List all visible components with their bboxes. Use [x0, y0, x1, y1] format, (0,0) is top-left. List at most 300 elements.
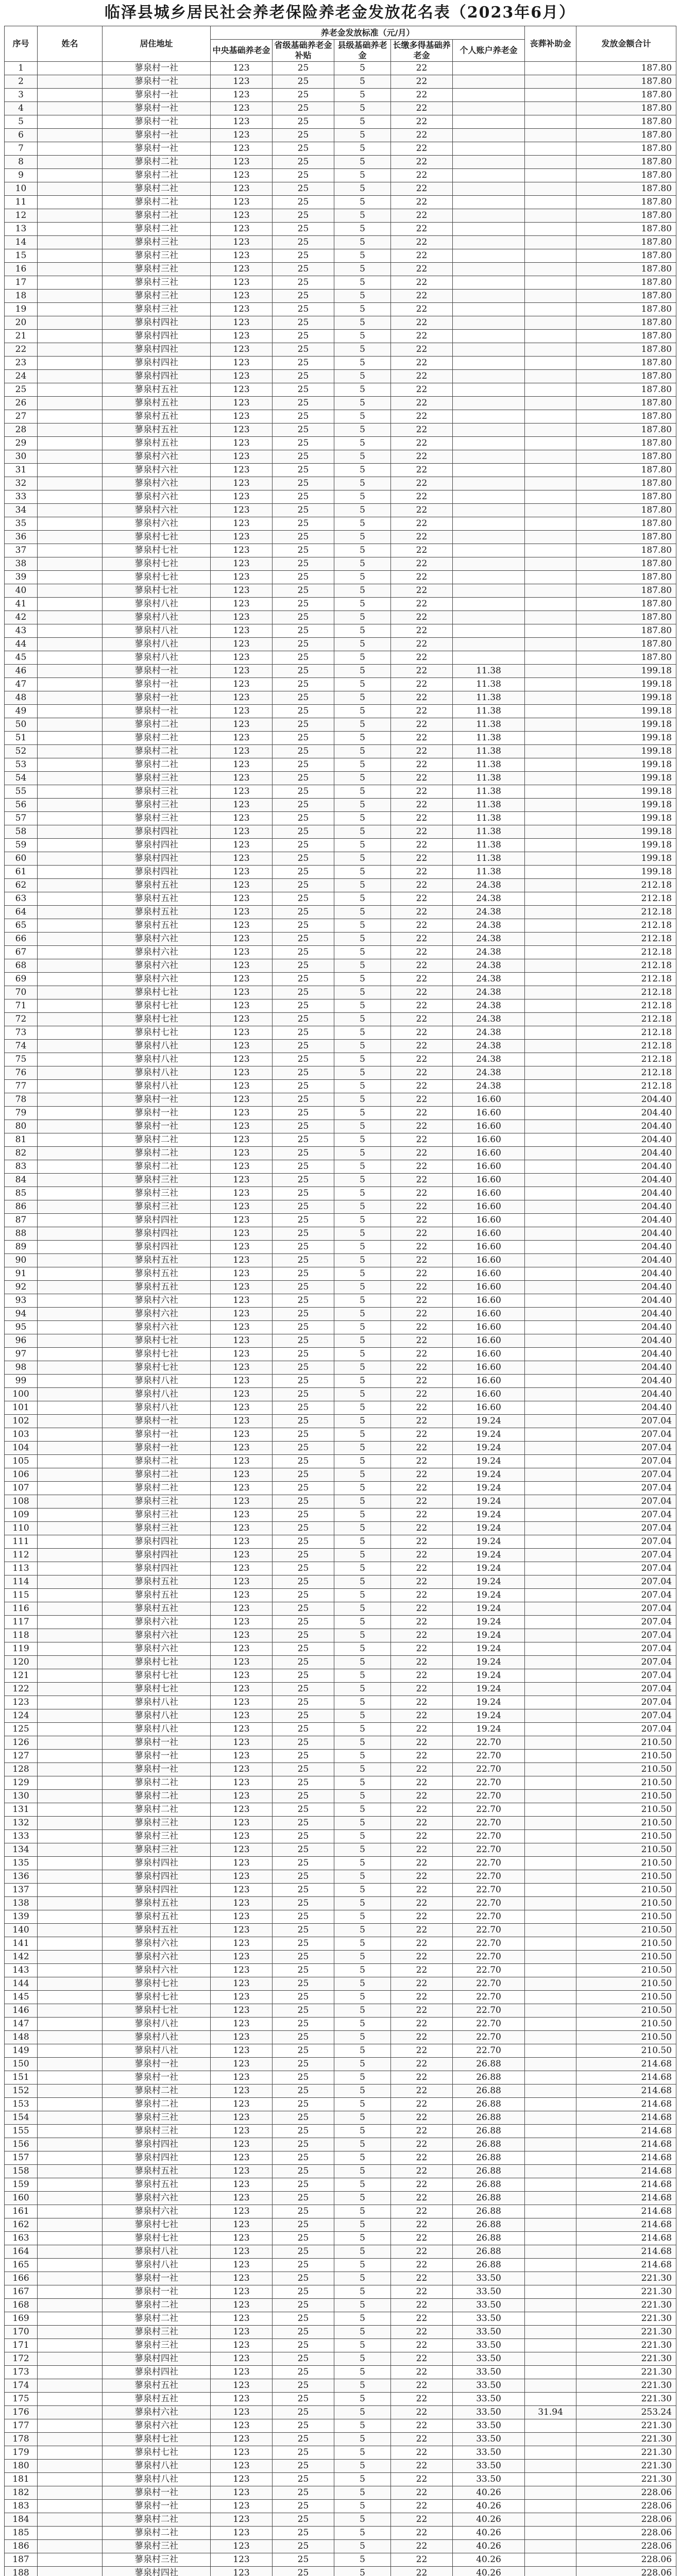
- table-row: [5, 330, 676, 343]
- cell-other: [525, 1174, 576, 1187]
- cell-village: 蓼泉村四社: [103, 1241, 211, 1254]
- cell-name: [38, 490, 103, 504]
- cell-county: 5: [334, 1656, 391, 1669]
- cell-name: [38, 557, 103, 571]
- cell-personal: 11.38: [453, 718, 525, 732]
- cell-local-basic: 25: [273, 2125, 334, 2138]
- cell-long-service: 22: [391, 557, 453, 571]
- cell-other: [525, 2111, 576, 2125]
- cell-local-basic: 25: [273, 2192, 334, 2205]
- header-total: 发放金额合计: [576, 26, 676, 62]
- cell-basic: 123: [211, 1200, 273, 1214]
- cell-local-basic: 25: [273, 2272, 334, 2285]
- cell-name: [38, 2125, 103, 2138]
- cell-local-basic: 25: [273, 1616, 334, 1629]
- cell-village: 蓼泉村二社: [103, 2299, 211, 2312]
- cell-personal: 24.38: [453, 1026, 525, 1040]
- table-row: [5, 102, 676, 115]
- cell-village: 蓼泉村二社: [103, 1160, 211, 1174]
- cell-other: [525, 1817, 576, 1830]
- cell-other: [525, 785, 576, 799]
- cell-personal: [453, 357, 525, 370]
- table-row: [5, 2486, 676, 2500]
- cell-other: [525, 1736, 576, 1750]
- cell-personal: 19.24: [453, 1509, 525, 1522]
- cell-seq: 52: [5, 745, 38, 758]
- cell-total: 204.40: [576, 1133, 676, 1147]
- cell-village: 蓼泉村四社: [103, 1227, 211, 1241]
- cell-other: [525, 2379, 576, 2393]
- cell-seq: 81: [5, 1133, 38, 1147]
- cell-name: [38, 705, 103, 718]
- cell-total: 214.68: [576, 2232, 676, 2245]
- table-row: [5, 2553, 676, 2567]
- cell-village: 蓼泉村八社: [103, 2018, 211, 2031]
- cell-total: 207.04: [576, 1549, 676, 1562]
- cell-local-basic: 25: [273, 2232, 334, 2245]
- cell-local-basic: 25: [273, 1133, 334, 1147]
- cell-total: 204.40: [576, 1147, 676, 1160]
- table-row: [5, 397, 676, 410]
- cell-seq: 7: [5, 142, 38, 156]
- cell-other: [525, 2071, 576, 2084]
- cell-local-basic: 25: [273, 571, 334, 584]
- cell-local-basic: 25: [273, 490, 334, 504]
- cell-personal: 11.38: [453, 772, 525, 785]
- cell-basic: 123: [211, 1897, 273, 1910]
- cell-basic: 123: [211, 1040, 273, 1053]
- cell-basic: 123: [211, 370, 273, 383]
- cell-name: [38, 2138, 103, 2151]
- cell-seq: 121: [5, 1669, 38, 1683]
- table-row: [5, 2567, 676, 2576]
- cell-other: [525, 2058, 576, 2071]
- cell-basic: 123: [211, 2138, 273, 2151]
- cell-name: [38, 624, 103, 638]
- cell-seq: 133: [5, 1830, 38, 1843]
- cell-local-basic: 25: [273, 464, 334, 477]
- cell-basic: 123: [211, 156, 273, 169]
- table-row: [5, 1937, 676, 1951]
- cell-village: 蓼泉村三社: [103, 249, 211, 263]
- table-row: [5, 571, 676, 584]
- cell-seq: 148: [5, 2031, 38, 2044]
- cell-county: 5: [334, 839, 391, 852]
- cell-seq: 82: [5, 1147, 38, 1160]
- cell-total: 253.24: [576, 2406, 676, 2419]
- cell-long-service: 22: [391, 1388, 453, 1401]
- cell-personal: 24.38: [453, 1053, 525, 1066]
- cell-basic: 123: [211, 1750, 273, 1763]
- cell-seq: 97: [5, 1348, 38, 1361]
- cell-county: 5: [334, 745, 391, 758]
- cell-county: 5: [334, 1080, 391, 1093]
- cell-county: 5: [334, 557, 391, 571]
- cell-other: [525, 2473, 576, 2486]
- table-row: [5, 1803, 676, 1817]
- table-row: [5, 1951, 676, 1964]
- cell-local-basic: 25: [273, 2312, 334, 2326]
- cell-name: [38, 1575, 103, 1589]
- cell-seq: 72: [5, 1013, 38, 1026]
- cell-county: 5: [334, 732, 391, 745]
- cell-seq: 71: [5, 999, 38, 1013]
- cell-personal: 19.24: [453, 1696, 525, 1709]
- cell-county: 5: [334, 2218, 391, 2232]
- table-row: [5, 2125, 676, 2138]
- cell-personal: 26.88: [453, 2111, 525, 2125]
- cell-personal: 16.60: [453, 1241, 525, 1254]
- cell-local-basic: 25: [273, 2205, 334, 2218]
- cell-local-basic: 25: [273, 1415, 334, 1428]
- cell-local-basic: 25: [273, 450, 334, 464]
- cell-county: 5: [334, 102, 391, 115]
- cell-seq: 14: [5, 236, 38, 249]
- table-row: [5, 1040, 676, 1053]
- table-row: [5, 1830, 676, 1843]
- cell-seq: 178: [5, 2433, 38, 2446]
- cell-other: [525, 973, 576, 986]
- cell-local-basic: 25: [273, 410, 334, 423]
- cell-village: 蓼泉村一社: [103, 75, 211, 89]
- cell-seq: 58: [5, 825, 38, 839]
- cell-basic: 123: [211, 906, 273, 919]
- cell-seq: 181: [5, 2473, 38, 2486]
- cell-basic: 123: [211, 1964, 273, 1977]
- cell-local-basic: 25: [273, 839, 334, 852]
- cell-total: 214.68: [576, 2192, 676, 2205]
- cell-long-service: 22: [391, 1321, 453, 1334]
- cell-long-service: 22: [391, 2393, 453, 2406]
- cell-name: [38, 2071, 103, 2084]
- cell-total: 187.80: [576, 571, 676, 584]
- cell-other: [525, 2513, 576, 2527]
- table-row: [5, 1160, 676, 1174]
- cell-other: [525, 1267, 576, 1281]
- cell-name: [38, 316, 103, 330]
- cell-name: [38, 397, 103, 410]
- table-row: [5, 2259, 676, 2272]
- cell-basic: 123: [211, 2486, 273, 2500]
- cell-county: 5: [334, 571, 391, 584]
- cell-long-service: 22: [391, 490, 453, 504]
- cell-long-service: 22: [391, 705, 453, 718]
- cell-village: 蓼泉村六社: [103, 2406, 211, 2419]
- cell-other: [525, 745, 576, 758]
- cell-local-basic: 25: [273, 1817, 334, 1830]
- cell-long-service: 22: [391, 1053, 453, 1066]
- cell-personal: 16.60: [453, 1334, 525, 1348]
- cell-basic: 123: [211, 1776, 273, 1790]
- cell-long-service: 22: [391, 973, 453, 986]
- cell-county: 5: [334, 1616, 391, 1629]
- cell-name: [38, 1696, 103, 1709]
- cell-basic: 123: [211, 223, 273, 236]
- cell-total: 187.80: [576, 156, 676, 169]
- cell-basic: 123: [211, 1254, 273, 1267]
- cell-other: [525, 2098, 576, 2111]
- cell-long-service: 22: [391, 812, 453, 825]
- cell-other: [525, 490, 576, 504]
- cell-county: 5: [334, 1977, 391, 1991]
- cell-basic: 123: [211, 2473, 273, 2486]
- cell-basic: 123: [211, 2433, 273, 2446]
- cell-other: [525, 799, 576, 812]
- cell-personal: [453, 316, 525, 330]
- cell-personal: 24.38: [453, 1080, 525, 1093]
- cell-total: 199.18: [576, 758, 676, 772]
- cell-long-service: 22: [391, 544, 453, 557]
- cell-seq: 177: [5, 2419, 38, 2433]
- table-row: [5, 1053, 676, 1066]
- cell-personal: 16.60: [453, 1093, 525, 1107]
- cell-long-service: 22: [391, 1589, 453, 1602]
- cell-personal: 16.60: [453, 1227, 525, 1241]
- cell-village: 蓼泉村六社: [103, 490, 211, 504]
- cell-long-service: 22: [391, 1642, 453, 1656]
- cell-name: [38, 2285, 103, 2299]
- cell-total: 204.40: [576, 1174, 676, 1187]
- cell-personal: 33.50: [453, 2299, 525, 2312]
- cell-personal: 19.24: [453, 1656, 525, 1669]
- cell-total: 199.18: [576, 785, 676, 799]
- cell-personal: 16.60: [453, 1361, 525, 1375]
- cell-seq: 78: [5, 1093, 38, 1107]
- cell-total: 187.80: [576, 423, 676, 437]
- cell-village: 蓼泉村三社: [103, 2540, 211, 2553]
- cell-local-basic: 25: [273, 1709, 334, 1723]
- cell-long-service: 22: [391, 1562, 453, 1575]
- cell-long-service: 22: [391, 2232, 453, 2245]
- cell-other: [525, 249, 576, 263]
- table-row: [5, 410, 676, 423]
- cell-seq: 80: [5, 1120, 38, 1133]
- cell-total: 187.80: [576, 598, 676, 611]
- cell-village: 蓼泉村二社: [103, 718, 211, 732]
- cell-name: [38, 1642, 103, 1656]
- cell-long-service: 22: [391, 236, 453, 249]
- cell-total: 187.80: [576, 129, 676, 142]
- cell-personal: 22.70: [453, 1897, 525, 1910]
- cell-seq: 16: [5, 263, 38, 276]
- cell-county: 5: [334, 999, 391, 1013]
- cell-other: [525, 1937, 576, 1951]
- cell-basic: 123: [211, 1455, 273, 1468]
- cell-basic: 123: [211, 1442, 273, 1455]
- table-row: [5, 1133, 676, 1147]
- cell-other: [525, 705, 576, 718]
- cell-seq: 155: [5, 2125, 38, 2138]
- cell-county: 5: [334, 2232, 391, 2245]
- table-row: [5, 1066, 676, 1080]
- cell-other: [525, 571, 576, 584]
- cell-total: 212.18: [576, 892, 676, 906]
- cell-long-service: 22: [391, 906, 453, 919]
- cell-other: [525, 678, 576, 691]
- table-row: [5, 1602, 676, 1616]
- cell-other: [525, 1160, 576, 1174]
- cell-total: 212.18: [576, 1013, 676, 1026]
- cell-county: 5: [334, 2285, 391, 2299]
- cell-local-basic: 25: [273, 1602, 334, 1616]
- cell-local-basic: 25: [273, 1803, 334, 1817]
- cell-personal: 16.60: [453, 1321, 525, 1334]
- cell-personal: [453, 638, 525, 651]
- cell-county: 5: [334, 2192, 391, 2205]
- cell-basic: 123: [211, 169, 273, 182]
- cell-name: [38, 1160, 103, 1174]
- cell-basic: 123: [211, 1348, 273, 1361]
- cell-total: 187.80: [576, 544, 676, 557]
- cell-basic: 123: [211, 1120, 273, 1133]
- cell-personal: [453, 584, 525, 598]
- cell-village: 蓼泉村一社: [103, 1763, 211, 1776]
- cell-seq: 132: [5, 1817, 38, 1830]
- cell-other: [525, 1013, 576, 1026]
- cell-personal: [453, 611, 525, 624]
- cell-other: [525, 1388, 576, 1401]
- cell-other: [525, 1080, 576, 1093]
- table-row: [5, 1107, 676, 1120]
- cell-long-service: 22: [391, 2486, 453, 2500]
- cell-seq: 157: [5, 2151, 38, 2165]
- cell-county: 5: [334, 2111, 391, 2125]
- cell-local-basic: 25: [273, 115, 334, 129]
- cell-other: [525, 1053, 576, 1066]
- cell-local-basic: 25: [273, 1455, 334, 1468]
- table-row: [5, 531, 676, 544]
- cell-basic: 123: [211, 2071, 273, 2084]
- cell-name: [38, 1147, 103, 1160]
- cell-name: [38, 1602, 103, 1616]
- cell-other: [525, 2272, 576, 2285]
- cell-long-service: 22: [391, 1924, 453, 1937]
- cell-seq: 130: [5, 1790, 38, 1803]
- cell-county: 5: [334, 89, 391, 102]
- cell-name: [38, 223, 103, 236]
- cell-personal: 19.24: [453, 1442, 525, 1455]
- table-row: [5, 2205, 676, 2218]
- cell-total: 187.80: [576, 303, 676, 316]
- cell-local-basic: 25: [273, 1857, 334, 1870]
- cell-long-service: 22: [391, 156, 453, 169]
- cell-total: 187.80: [576, 75, 676, 89]
- table-row: [5, 2272, 676, 2285]
- cell-total: 214.68: [576, 2071, 676, 2084]
- cell-village: 蓼泉村五社: [103, 423, 211, 437]
- cell-village: 蓼泉村二社: [103, 732, 211, 745]
- cell-long-service: 22: [391, 1575, 453, 1589]
- cell-total: 207.04: [576, 1629, 676, 1642]
- cell-seq: 184: [5, 2513, 38, 2527]
- cell-seq: 39: [5, 571, 38, 584]
- table-row: [5, 1415, 676, 1428]
- cell-long-service: 22: [391, 2553, 453, 2567]
- cell-seq: 122: [5, 1683, 38, 1696]
- cell-name: [38, 1562, 103, 1575]
- cell-long-service: 22: [391, 2272, 453, 2285]
- cell-local-basic: 25: [273, 236, 334, 249]
- cell-county: 5: [334, 115, 391, 129]
- table-row: [5, 1013, 676, 1026]
- table-row: [5, 303, 676, 316]
- cell-total: 199.18: [576, 732, 676, 745]
- cell-local-basic: 25: [273, 879, 334, 892]
- cell-other: [525, 2165, 576, 2178]
- cell-seq: 129: [5, 1776, 38, 1790]
- cell-village: 蓼泉村七社: [103, 1348, 211, 1361]
- cell-seq: 173: [5, 2366, 38, 2379]
- cell-name: [38, 2165, 103, 2178]
- cell-name: [38, 812, 103, 825]
- cell-seq: 87: [5, 1214, 38, 1227]
- cell-seq: 41: [5, 598, 38, 611]
- cell-name: [38, 1200, 103, 1214]
- cell-seq: 125: [5, 1723, 38, 1736]
- cell-basic: 123: [211, 2192, 273, 2205]
- cell-county: 5: [334, 62, 391, 75]
- cell-total: 187.80: [576, 584, 676, 598]
- cell-total: 210.50: [576, 2018, 676, 2031]
- cell-name: [38, 1937, 103, 1951]
- cell-seq: 69: [5, 973, 38, 986]
- cell-total: 187.80: [576, 223, 676, 236]
- cell-village: 蓼泉村一社: [103, 142, 211, 156]
- table-row: [5, 182, 676, 196]
- cell-village: 蓼泉村二社: [103, 1468, 211, 1482]
- cell-long-service: 22: [391, 1401, 453, 1415]
- cell-local-basic: 25: [273, 1160, 334, 1174]
- table-row: [5, 2326, 676, 2339]
- cell-name: [38, 785, 103, 799]
- cell-name: [38, 89, 103, 102]
- cell-local-basic: 25: [273, 1227, 334, 1241]
- cell-seq: 92: [5, 1281, 38, 1294]
- cell-personal: 19.24: [453, 1602, 525, 1616]
- cell-name: [38, 665, 103, 678]
- cell-personal: [453, 75, 525, 89]
- cell-personal: 16.60: [453, 1281, 525, 1294]
- cell-name: [38, 2513, 103, 2527]
- cell-village: 蓼泉村三社: [103, 812, 211, 825]
- cell-village: 蓼泉村三社: [103, 1187, 211, 1200]
- cell-seq: 96: [5, 1334, 38, 1348]
- cell-seq: 151: [5, 2071, 38, 2084]
- cell-name: [38, 1723, 103, 1736]
- cell-name: [38, 2419, 103, 2433]
- table-row: [5, 2312, 676, 2326]
- cell-village: 蓼泉村三社: [103, 2125, 211, 2138]
- cell-county: 5: [334, 1281, 391, 1294]
- cell-county: 5: [334, 2446, 391, 2460]
- cell-village: 蓼泉村七社: [103, 986, 211, 999]
- cell-personal: [453, 263, 525, 276]
- cell-name: [38, 544, 103, 557]
- cell-local-basic: 25: [273, 2366, 334, 2379]
- cell-personal: [453, 531, 525, 544]
- cell-seq: 186: [5, 2540, 38, 2553]
- cell-county: 5: [334, 182, 391, 196]
- cell-local-basic: 25: [273, 1093, 334, 1107]
- cell-total: 187.80: [576, 450, 676, 464]
- cell-seq: 21: [5, 330, 38, 343]
- cell-county: 5: [334, 1334, 391, 1348]
- cell-village: 蓼泉村一社: [103, 115, 211, 129]
- cell-long-service: 22: [391, 1951, 453, 1964]
- cell-local-basic: 25: [273, 62, 334, 75]
- cell-name: [38, 1549, 103, 1562]
- cell-basic: 123: [211, 1843, 273, 1857]
